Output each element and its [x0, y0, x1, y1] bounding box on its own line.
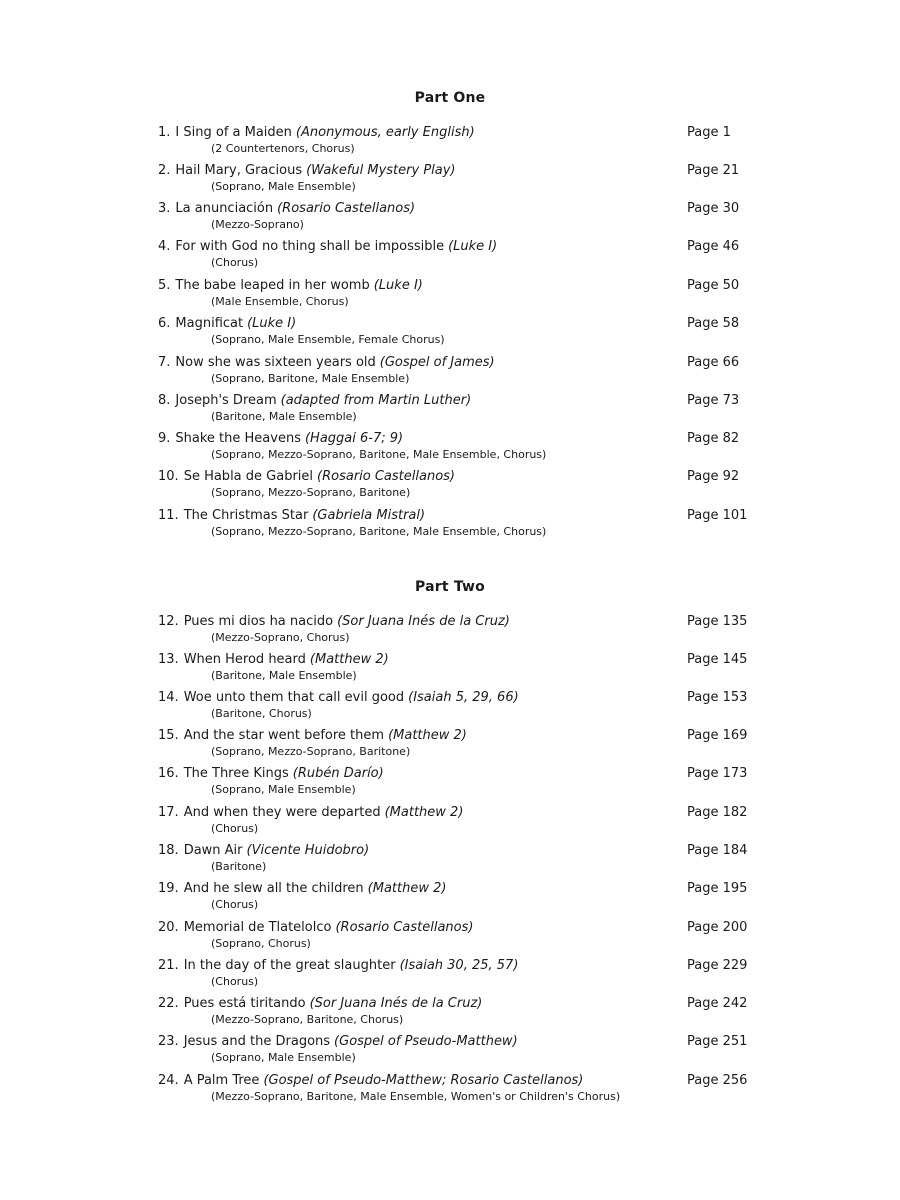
entry-voices: (Soprano, Male Ensemble, Female Chorus) — [211, 333, 445, 346]
entry-page: Page 66 — [687, 355, 740, 370]
entry-title: And he slew all the children — [183, 881, 364, 896]
entry-page: Page 153 — [687, 690, 748, 705]
entry-page: Page 21 — [687, 163, 740, 178]
entry-page: Page 173 — [687, 766, 748, 781]
entry-source: (Gabriela Mistral) — [312, 508, 426, 523]
entry-number: 3. — [158, 201, 171, 216]
entry-source: (Rosario Castellanos) — [335, 920, 474, 935]
entry-title: Shake the Heavens — [175, 431, 301, 446]
toc-entry[interactable] — [0, 652, 900, 690]
entry-title: Now she was sixteen years old — [175, 355, 376, 370]
entry-title: The babe leaped in her womb — [175, 278, 370, 293]
entry-number: 9. — [158, 431, 171, 446]
entry-title: Woe unto them that call evil good — [183, 690, 405, 705]
entry-number: 5. — [158, 278, 171, 293]
entry-voices: (Chorus) — [211, 975, 259, 988]
entry-page: Page 169 — [687, 728, 748, 743]
entry-title: Pues está tiritando — [183, 996, 306, 1011]
entry-title: Jesus and the Dragons — [183, 1034, 331, 1049]
entry-source: (Rosario Castellanos) — [277, 201, 416, 216]
entry-voices: (Male Ensemble, Chorus) — [211, 295, 349, 308]
entry-voices: (Chorus) — [211, 898, 259, 911]
toc-entry[interactable] — [0, 393, 900, 431]
entry-source: (Sor Juana Inés de la Cruz) — [337, 614, 510, 629]
entry-voices: (Soprano, Male Ensemble) — [211, 180, 356, 193]
entry-title: When Herod heard — [183, 652, 306, 667]
entry-page: Page 200 — [687, 920, 748, 935]
entry-title: The Three Kings — [183, 766, 289, 781]
toc-entry[interactable] — [0, 239, 900, 277]
toc-entry[interactable] — [0, 355, 900, 393]
entry-page: Page 58 — [687, 316, 740, 331]
entry-source: (Rosario Castellanos) — [317, 469, 455, 484]
entry-title: Memorial de Tlatelolco — [183, 920, 332, 935]
entry-voices: (Soprano, Mezzo-Soprano, Baritone, Male Ensemble, Chorus) — [211, 448, 547, 461]
entry-number: 23. — [158, 1034, 179, 1049]
entry-number: 16. — [158, 766, 179, 781]
entry-voices: (Mezzo-Soprano, Baritone, Chorus) — [211, 1013, 404, 1026]
toc-entry[interactable] — [0, 690, 900, 728]
entry-page: Page 30 — [687, 201, 740, 216]
entry-voices: (Soprano, Mezzo-Soprano, Baritone) — [211, 745, 411, 758]
entry-number: 12. — [158, 614, 179, 629]
entry-voices: (Soprano, Mezzo-Soprano, Baritone, Male Ensemble, Chorus) — [211, 525, 547, 538]
entry-source: (Anonymous, early English) — [295, 125, 475, 140]
entry-voices: (Soprano, Chorus) — [211, 937, 311, 950]
entry-page: Page 73 — [687, 393, 740, 408]
entry-number: 7. — [158, 355, 171, 370]
entry-number: 2. — [158, 163, 171, 178]
entry-number: 19. — [158, 881, 179, 896]
entry-source: (Gospel of James) — [379, 355, 495, 370]
entry-source: (Isaiah 30, 25, 57) — [399, 958, 519, 973]
entry-page: Page 195 — [687, 881, 748, 896]
entry-title: And the star went before them — [183, 728, 385, 743]
entry-page: Page 251 — [687, 1034, 748, 1049]
entry-number: 24. — [158, 1073, 179, 1088]
entry-title: I Sing of a Maiden — [175, 125, 292, 140]
entry-title: Dawn Air — [183, 843, 243, 858]
entry-source: (Matthew 2) — [309, 652, 389, 667]
entry-page: Page 50 — [687, 278, 740, 293]
entry-number: 22. — [158, 996, 179, 1011]
entry-number: 11. — [158, 508, 179, 523]
entry-number: 1. — [158, 125, 171, 140]
entry-page: Page 145 — [687, 652, 748, 667]
entry-page: Page 184 — [687, 843, 748, 858]
entry-number: 15. — [158, 728, 179, 743]
entry-voices: (Baritone) — [211, 860, 267, 873]
entry-page: Page 229 — [687, 958, 748, 973]
entry-source: (Matthew 2) — [384, 805, 464, 820]
entry-source: (Matthew 2) — [367, 881, 447, 896]
entry-voices: (Baritone, Male Ensemble) — [211, 669, 357, 682]
entry-source: (Sor Juana Inés de la Cruz) — [309, 996, 483, 1011]
toc-entry[interactable] — [0, 881, 900, 919]
entry-page: Page 242 — [687, 996, 748, 1011]
part-one-heading: Part One — [414, 90, 486, 106]
toc-entry[interactable] — [0, 958, 900, 996]
entry-voices: (Soprano, Baritone, Male Ensemble) — [211, 372, 410, 385]
entry-page: Page 182 — [687, 805, 748, 820]
toc-entry[interactable] — [0, 163, 900, 201]
entry-source: (Isaiah 5, 29, 66) — [408, 690, 519, 705]
entry-number: 14. — [158, 690, 179, 705]
entry-title: Magnificat — [175, 316, 244, 331]
entry-source: (Vicente Huidobro) — [246, 843, 370, 858]
entry-voices: (Mezzo-Soprano) — [211, 218, 304, 231]
entry-number: 4. — [158, 239, 171, 254]
entry-source: (adapted from Martin Luther) — [280, 393, 472, 408]
entry-voices: (Baritone, Chorus) — [211, 707, 312, 720]
toc-entry[interactable] — [0, 728, 900, 766]
entry-source: (Matthew 2) — [388, 728, 467, 743]
entry-voices: (2 Countertenors, Chorus) — [211, 142, 355, 155]
toc-entry[interactable] — [0, 766, 900, 804]
entry-number: 6. — [158, 316, 171, 331]
toc-entry[interactable] — [0, 125, 900, 163]
entry-title: In the day of the great slaughter — [183, 958, 396, 973]
entry-voices: (Baritone, Male Ensemble) — [211, 410, 357, 423]
entry-voices: (Soprano, Male Ensemble) — [211, 1051, 356, 1064]
entry-voices: (Mezzo-Soprano, Baritone, Male Ensemble, Women's or Children's Chorus) — [211, 1090, 621, 1103]
entry-page: Page 46 — [687, 239, 740, 254]
toc-entry[interactable] — [0, 278, 900, 316]
toc-entry[interactable] — [0, 1073, 900, 1111]
toc-entry[interactable] — [0, 201, 900, 239]
toc-entry[interactable] — [0, 1034, 900, 1072]
part-two-heading: Part Two — [415, 579, 485, 595]
toc-entry[interactable] — [0, 316, 900, 354]
entry-source: (Haggai 6-7; 9) — [304, 431, 404, 446]
toc-entry[interactable] — [0, 431, 900, 469]
entry-voices: (Mezzo-Soprano, Chorus) — [211, 631, 350, 644]
entry-page: Page 1 — [687, 125, 731, 140]
entry-source: (Luke I) — [247, 316, 297, 331]
toc-entry[interactable] — [0, 805, 900, 843]
entry-source: (Gospel of Pseudo-Matthew; Rosario Castellanos) — [263, 1073, 584, 1088]
entry-title: Pues mi dios ha nacido — [183, 614, 334, 629]
entry-voices: (Chorus) — [211, 822, 259, 835]
entry-title: Hail Mary, Gracious — [175, 163, 303, 178]
entry-number: 8. — [158, 393, 171, 408]
entry-page: Page 82 — [687, 431, 740, 446]
entry-number: 18. — [158, 843, 179, 858]
toc-entry[interactable] — [0, 508, 900, 546]
entry-source: (Gospel of Pseudo-Matthew) — [334, 1034, 518, 1049]
toc-entry[interactable] — [0, 469, 900, 507]
entry-page: Page 256 — [687, 1073, 748, 1088]
entry-voices: (Chorus) — [211, 256, 259, 269]
entry-title: For with God no thing shall be impossible — [175, 239, 445, 254]
toc-entry[interactable] — [0, 843, 900, 881]
entry-source: (Luke I) — [448, 239, 498, 254]
entry-source: (Wakeful Mystery Play) — [306, 163, 456, 178]
toc-entry[interactable] — [0, 996, 900, 1034]
entry-title: La anunciación — [175, 201, 274, 216]
entry-number: 10. — [158, 469, 179, 484]
entry-number: 13. — [158, 652, 179, 667]
entry-title: The Christmas Star — [183, 508, 309, 523]
entry-voices: (Soprano, Mezzo-Soprano, Baritone) — [211, 486, 411, 499]
entry-page: Page 101 — [687, 508, 748, 523]
entry-title: Joseph's Dream — [175, 393, 277, 408]
toc-entry[interactable] — [0, 920, 900, 958]
entry-source: (Luke I) — [373, 278, 423, 293]
entry-page: Page 135 — [687, 614, 748, 629]
toc-entry[interactable] — [0, 614, 900, 652]
entry-title: Se Habla de Gabriel — [183, 469, 314, 484]
entry-page: Page 92 — [687, 469, 740, 484]
entry-number: 17. — [158, 805, 179, 820]
entry-voices: (Soprano, Male Ensemble) — [211, 783, 356, 796]
entry-title: And when they were departed — [183, 805, 381, 820]
entry-title: A Palm Tree — [183, 1073, 260, 1088]
entry-number: 20. — [158, 920, 179, 935]
entry-number: 21. — [158, 958, 179, 973]
entry-source: (Rubén Darío) — [292, 766, 384, 781]
